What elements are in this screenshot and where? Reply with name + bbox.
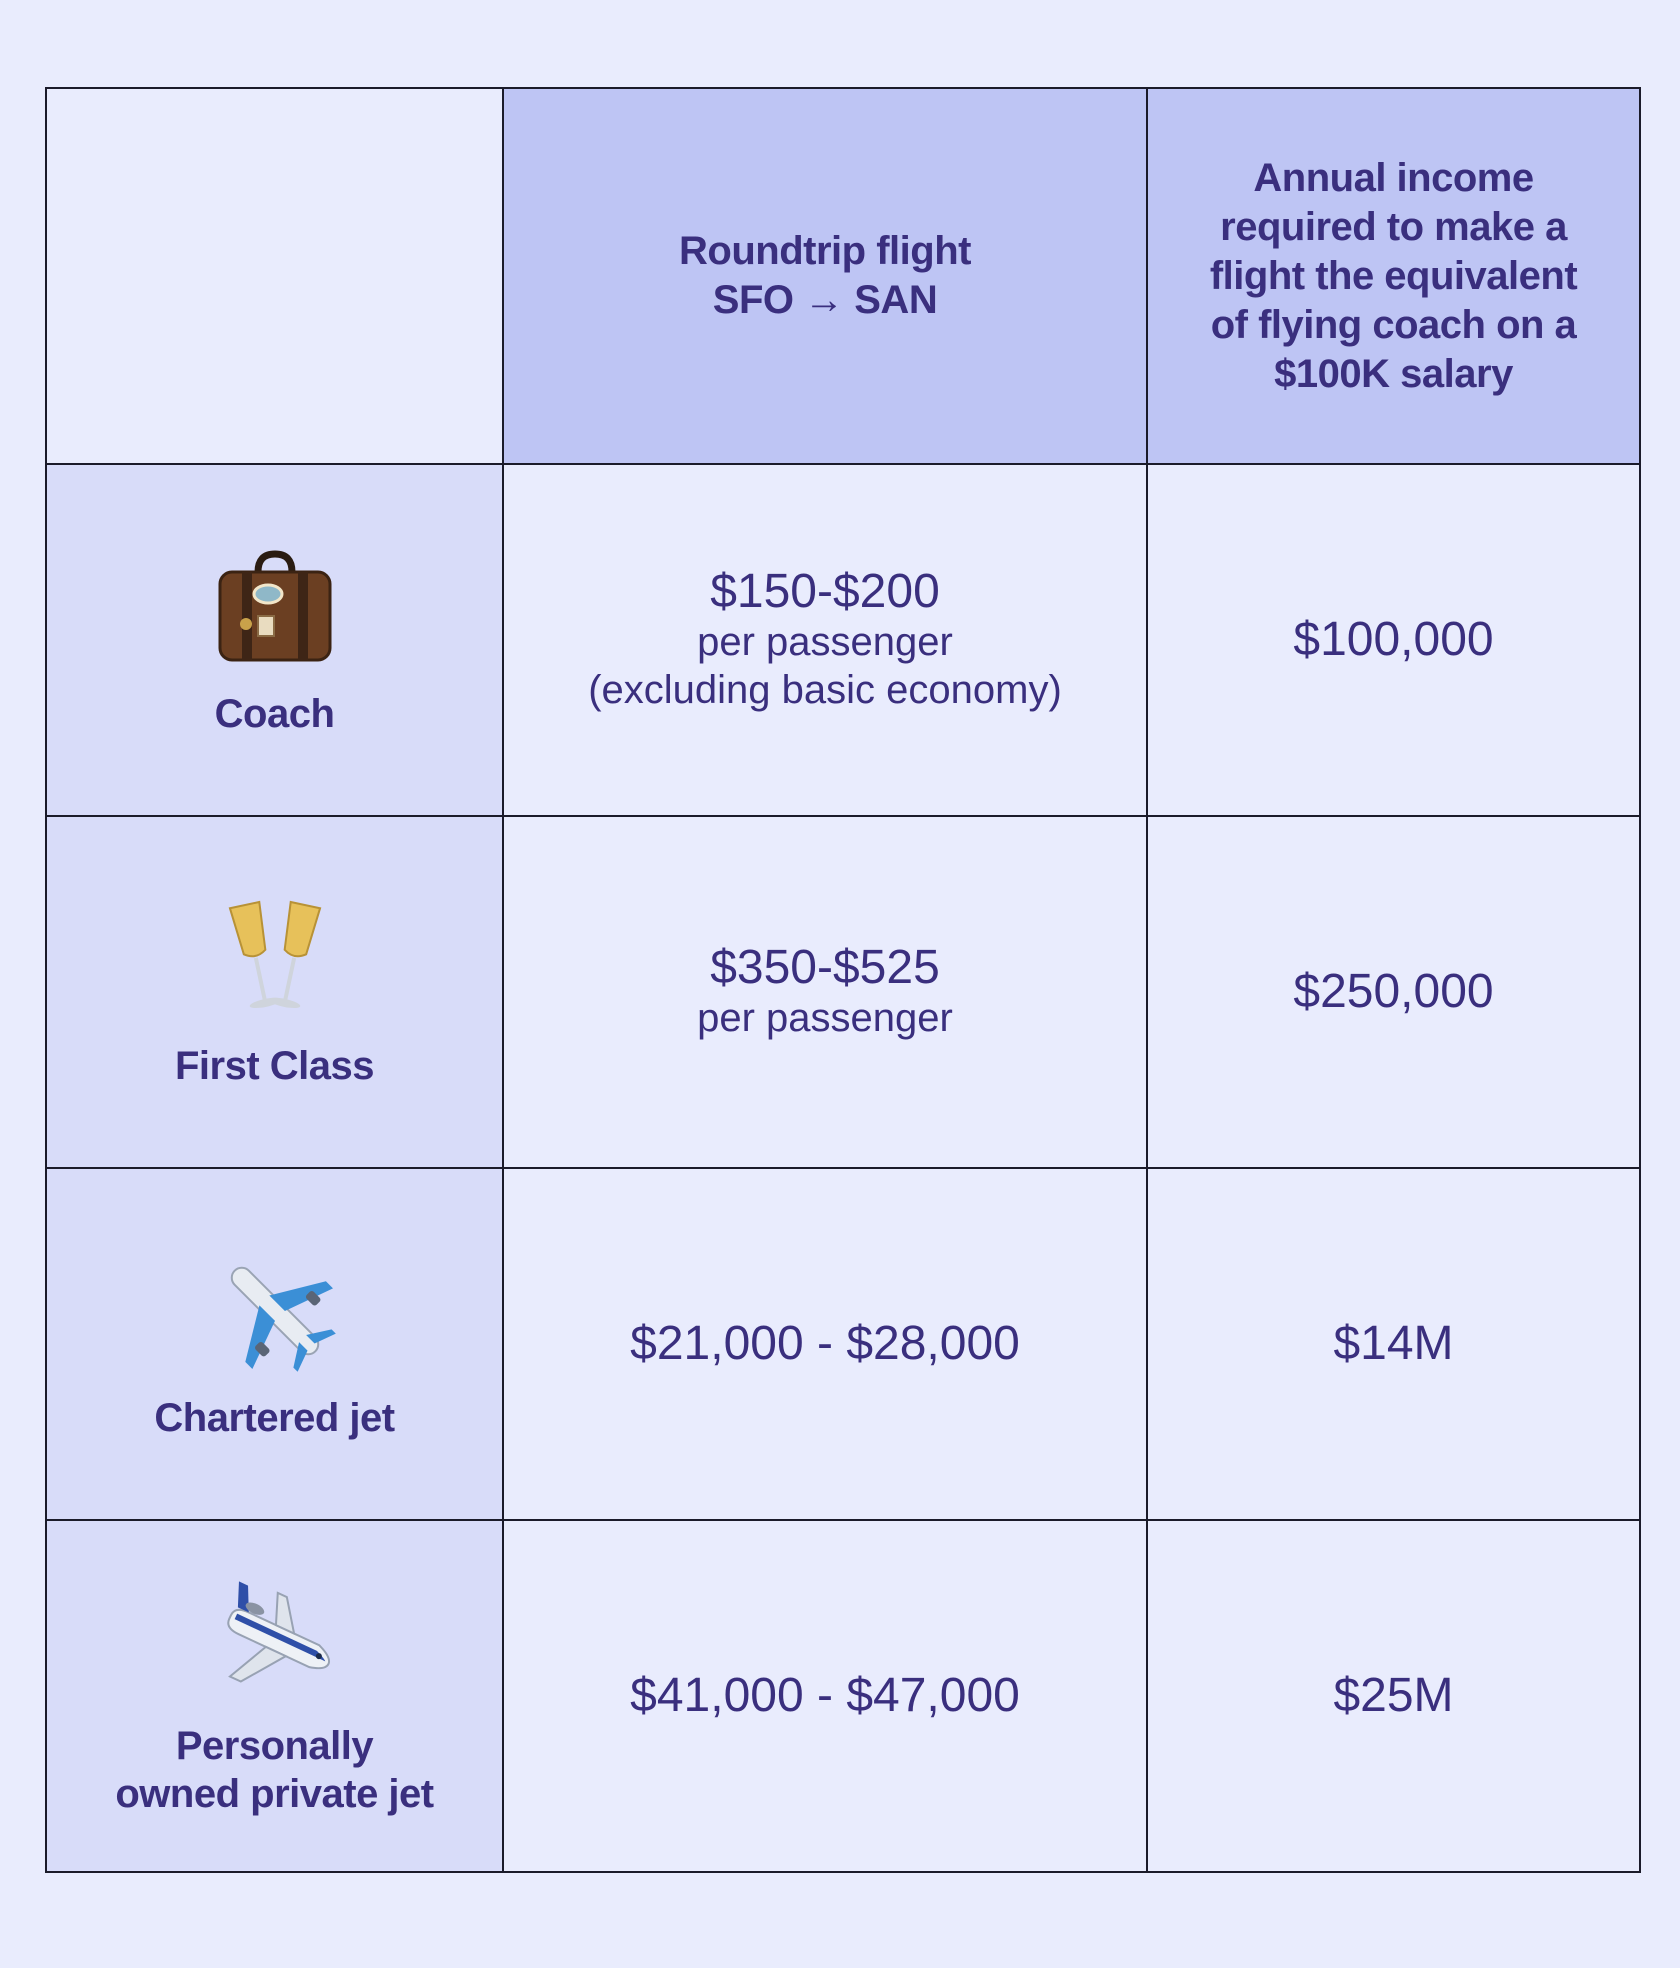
airplane-icon bbox=[210, 1246, 340, 1376]
table-row-coach bbox=[46, 464, 1640, 816]
price-cell bbox=[503, 464, 1147, 816]
income-value: $14M bbox=[1333, 1317, 1454, 1370]
price-cell bbox=[503, 816, 1147, 1168]
label-cell bbox=[46, 816, 503, 1168]
income-cell bbox=[1147, 1168, 1640, 1520]
price-note: per passenger bbox=[697, 620, 953, 664]
income-value: $250,000 bbox=[1293, 965, 1494, 1018]
price-cell bbox=[503, 1520, 1147, 1872]
row-label: Coach bbox=[214, 692, 335, 736]
row-label: Personally bbox=[175, 1724, 374, 1768]
header-income-line: flight the equivalent bbox=[1209, 253, 1578, 298]
label-cell bbox=[46, 1168, 503, 1520]
comparison-table bbox=[45, 87, 1641, 1873]
champagne-glasses-icon bbox=[210, 894, 340, 1024]
row-label: First Class bbox=[174, 1044, 375, 1088]
price-note: per passenger bbox=[697, 996, 953, 1040]
header-row bbox=[46, 88, 1640, 464]
price-range: $41,000 - $47,000 bbox=[630, 1669, 1020, 1722]
price-range: $21,000 - $28,000 bbox=[630, 1317, 1020, 1370]
price-cell bbox=[503, 1168, 1147, 1520]
table-row-chartered-jet bbox=[46, 1168, 1640, 1520]
header-blank-cell bbox=[46, 88, 503, 464]
private-jet-icon bbox=[210, 1574, 340, 1704]
price-note: (excluding basic economy) bbox=[588, 668, 1062, 712]
label-cell bbox=[46, 1520, 503, 1872]
price-range: $150-$200 bbox=[710, 565, 940, 618]
income-cell bbox=[1147, 1520, 1640, 1872]
income-cell bbox=[1147, 816, 1640, 1168]
table-row-first-class bbox=[46, 816, 1640, 1168]
income-cell bbox=[1147, 464, 1640, 816]
income-value: $100,000 bbox=[1293, 613, 1494, 666]
header-income-line: of flying coach on a bbox=[1210, 302, 1577, 347]
header-income-line: Annual income bbox=[1253, 155, 1534, 200]
income-value: $25M bbox=[1333, 1669, 1454, 1722]
row-label: Chartered jet bbox=[154, 1396, 395, 1440]
header-route-title: Roundtrip flight bbox=[679, 229, 971, 273]
row-label: owned private jet bbox=[115, 1772, 434, 1816]
suitcase-icon bbox=[210, 542, 340, 672]
table-row-private-jet bbox=[46, 1520, 1640, 1872]
header-income-cell bbox=[1147, 88, 1640, 464]
header-route-line: SFO → SAN bbox=[712, 278, 938, 322]
header-income-line: $100K salary bbox=[1274, 351, 1513, 396]
price-range: $350-$525 bbox=[710, 941, 940, 994]
header-route-cell bbox=[503, 88, 1147, 464]
label-cell bbox=[46, 464, 503, 816]
header-income-line: required to make a bbox=[1220, 204, 1567, 249]
